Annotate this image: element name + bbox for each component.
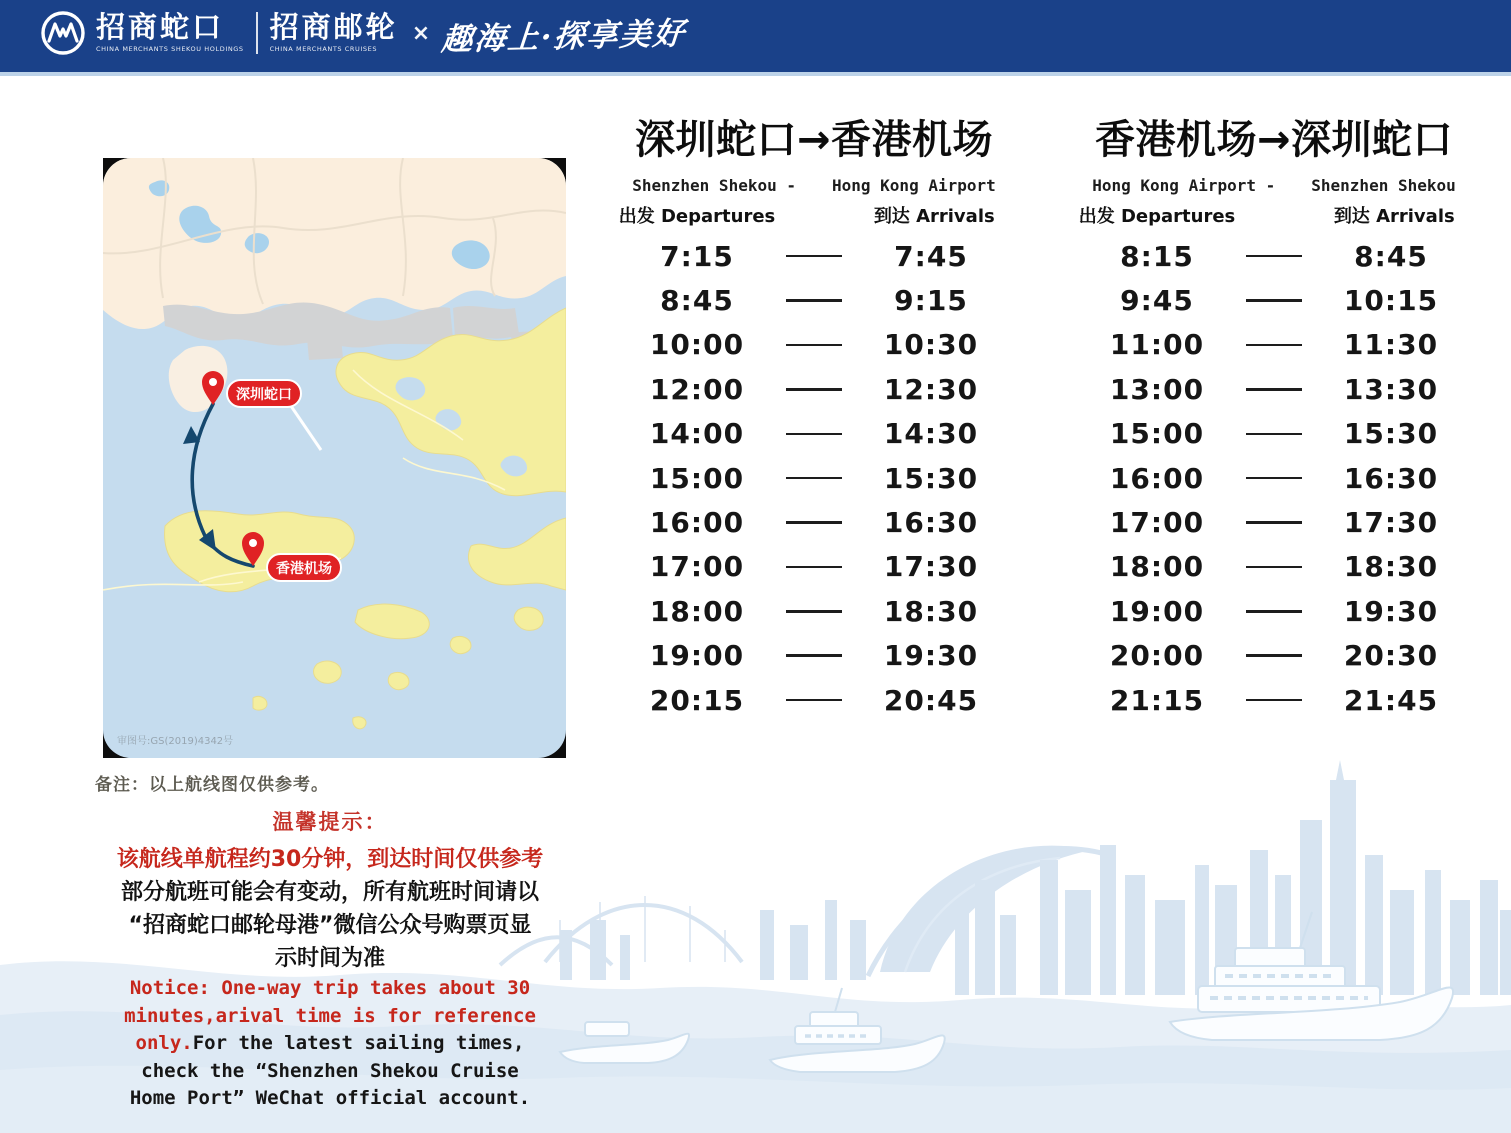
arrival-time: 19:30 (1343, 594, 1439, 628)
buildings-silhouette (560, 760, 1511, 995)
departure-time: 9:45 (1120, 284, 1194, 318)
notice-line-4 (95, 1058, 565, 1086)
route-dash (1232, 299, 1316, 302)
brand-divider (256, 12, 258, 54)
route-dash (772, 477, 856, 480)
timetable-row (1056, 278, 1492, 322)
arrival-time: 20:45 (883, 683, 979, 717)
departure-time: 17:00 (1109, 506, 1205, 540)
route-map (103, 158, 566, 758)
route-dash (772, 299, 856, 302)
departure-time: 14:00 (649, 417, 745, 451)
notice-red-3: only. (135, 1032, 193, 1054)
timetable-row (1056, 500, 1492, 544)
timetable-row (1056, 589, 1492, 633)
timetable-row (1056, 412, 1492, 456)
timetable-row (596, 367, 1032, 411)
departure-time: 16:00 (1109, 461, 1205, 495)
arrival-time: 18:30 (1343, 550, 1439, 584)
timetable-row (596, 234, 1032, 278)
brand-secondary (269, 10, 398, 54)
timetable-row (596, 500, 1032, 544)
timetable-row (1056, 634, 1492, 678)
timetable-airport-to-shekou (1056, 108, 1492, 722)
label-shekou-text: 深圳蛇口 (236, 387, 292, 403)
departure-time: 18:00 (649, 594, 745, 628)
route-dash (772, 521, 856, 524)
route-dash (772, 344, 856, 347)
map-note-caption: 备注：以上航线图仅供参考。 (95, 775, 329, 795)
timetable-title: 香港机场→深圳蛇口 (1094, 117, 1453, 163)
tip-line-2: “招商蛇口邮轮母港”微信公众号购票页显 (128, 913, 532, 938)
route-dash (1232, 699, 1316, 702)
timetable-row (596, 278, 1032, 322)
timetable-row (596, 412, 1032, 456)
timetable-row (596, 323, 1032, 367)
notice-black-3: Home Port” WeChat official account. (129, 1087, 531, 1109)
brand-secondary-name: 招商邮轮 (269, 10, 398, 45)
arrival-time: 18:30 (883, 594, 979, 628)
route-dash (1232, 255, 1316, 258)
route-dash (772, 566, 856, 569)
timetable-title: 深圳蛇口→香港机场 (634, 117, 993, 163)
route-dash (1232, 477, 1316, 480)
notice-line-2 (95, 1003, 565, 1031)
arrival-time: 13:30 (1343, 372, 1439, 406)
timetable-row (1056, 234, 1492, 278)
departure-time: 15:00 (1109, 417, 1205, 451)
timetable-row (1056, 678, 1492, 722)
arrival-time: 15:30 (1343, 417, 1439, 451)
timetable-row (596, 678, 1032, 722)
timetable-row (596, 545, 1032, 589)
departure-time: 8:45 (660, 284, 734, 318)
arrival-time: 8:45 (1354, 239, 1428, 273)
departure-time: 10:00 (649, 328, 745, 362)
map-approval-number: 审图号:GS(2019)4342号 (117, 736, 234, 747)
departure-time: 15:00 (649, 461, 745, 495)
timetable-subtitle (596, 176, 1032, 195)
departure-time: 16:00 (649, 506, 745, 540)
notice-black-1: For the latest sailing times, (192, 1032, 525, 1054)
timetable-row (1056, 456, 1492, 500)
subtitle-to: Shenzhen Shekou (1311, 176, 1456, 195)
route-dash (772, 699, 856, 702)
collab-x-mark: × (411, 20, 431, 46)
route-dash (1232, 566, 1316, 569)
arrival-time: 17:30 (1343, 506, 1439, 540)
notice-line-1 (95, 975, 565, 1003)
departure-time: 20:15 (649, 683, 745, 717)
notice-black-2: check the “Shenzhen Shekou Cruise (141, 1059, 519, 1082)
timetable-row (1056, 323, 1492, 367)
col-departures: 出发 Departures (1078, 206, 1236, 227)
timetable-column-headers (1056, 202, 1492, 228)
arrival-time: 12:30 (883, 372, 979, 406)
col-spacer (1235, 202, 1319, 228)
route-dash (1232, 388, 1316, 391)
timetable-row (1056, 367, 1492, 411)
subtitle-to: Hong Kong Airport (832, 176, 996, 195)
route-dash (772, 433, 856, 436)
arrival-time: 19:30 (883, 639, 979, 673)
notes-block (95, 770, 565, 1113)
departure-time: 17:00 (649, 550, 745, 584)
brand-primary (96, 10, 244, 54)
brand-primary-name: 招商蛇口 (96, 10, 225, 45)
timetable-shekou-to-airport (596, 108, 1032, 722)
arrival-time: 7:45 (894, 239, 968, 273)
col-spacer (775, 202, 859, 228)
arrival-time: 20:30 (1343, 639, 1439, 673)
arrival-time: 9:15 (894, 284, 968, 318)
notice-red-2: minutes,arival time is for reference (124, 1004, 536, 1027)
departure-time: 20:00 (1109, 639, 1205, 673)
brand-row (40, 10, 686, 56)
arrival-time: 16:30 (883, 506, 979, 540)
departure-time: 19:00 (1109, 594, 1205, 628)
departure-time: 21:15 (1109, 683, 1205, 717)
col-arrivals: 到达 Arrivals (873, 206, 995, 227)
subtitle-from: Hong Kong Airport - (1092, 176, 1276, 195)
departure-time: 13:00 (1109, 372, 1205, 406)
timetable-row (596, 634, 1032, 678)
notice-line-5 (95, 1085, 565, 1113)
departure-time: 19:00 (649, 639, 745, 673)
route-dash (1232, 433, 1316, 436)
arrival-time: 21:45 (1343, 683, 1439, 717)
arrival-time: 16:30 (1343, 461, 1439, 495)
china-merchants-logo-icon (40, 10, 86, 56)
subtitle-from: Shenzhen Shekou - (632, 176, 796, 195)
arrival-time: 15:30 (883, 461, 979, 495)
route-dash (772, 654, 856, 657)
tip-title: 温馨提示： (272, 810, 388, 834)
header-bar (0, 0, 1511, 76)
timetable-row (1056, 545, 1492, 589)
timetable-row (596, 456, 1032, 500)
arrival-time: 10:15 (1343, 284, 1439, 318)
route-dash (1232, 344, 1316, 347)
col-departures: 出发 Departures (618, 206, 776, 227)
col-arrivals: 到达 Arrivals (1333, 206, 1455, 227)
departure-time: 7:15 (660, 239, 734, 273)
label-shekou (227, 380, 301, 407)
tip-line-red: 该航线单航程约30分钟，到达时间仅供参考 (116, 847, 544, 872)
arrival-time: 10:30 (883, 328, 979, 362)
departure-time: 12:00 (649, 372, 745, 406)
arrival-time: 11:30 (1343, 328, 1439, 362)
route-dash (1232, 610, 1316, 613)
arrival-time: 14:30 (883, 417, 979, 451)
brand-primary-subtitle: CHINA MERCHANTS SHEKOU HOLDINGS (96, 45, 244, 54)
timetable-subtitle (1056, 176, 1492, 195)
label-airport-text: 香港机场 (276, 561, 332, 577)
timetable-rows (596, 234, 1032, 722)
arrival-time: 17:30 (883, 550, 979, 584)
route-dash (772, 388, 856, 391)
timetable-row (596, 589, 1032, 633)
label-airport (267, 554, 341, 581)
notice-red-1: Notice: One-way trip takes about 30 (129, 977, 531, 999)
tip-line-3: 示时间为准 (274, 946, 385, 971)
route-dash (772, 255, 856, 258)
route-dash (772, 610, 856, 613)
tip-line-1: 部分航班可能会有变动，所有航班时间请以 (120, 880, 539, 905)
notice-line-3 (95, 1030, 565, 1058)
departure-time: 11:00 (1109, 328, 1205, 362)
timetable-column-headers (596, 202, 1032, 228)
brand-slogan: 趣海上·探享美好 (440, 15, 688, 58)
departure-time: 18:00 (1109, 550, 1205, 584)
departure-time: 8:15 (1120, 239, 1194, 273)
brand-secondary-subtitle: CHINA MERCHANTS CRUISES (269, 45, 378, 54)
timetable-rows (1056, 234, 1492, 722)
route-dash (1232, 654, 1316, 657)
route-dash (1232, 521, 1316, 524)
